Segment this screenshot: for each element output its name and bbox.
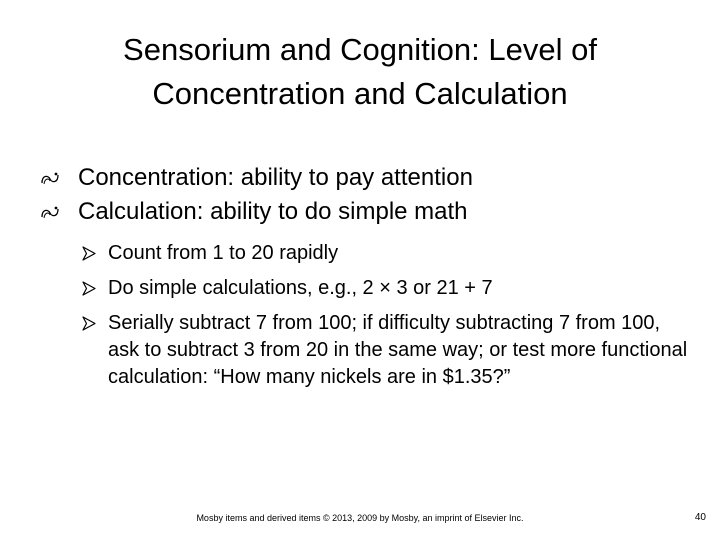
bullet-item-concentration (40, 161, 690, 195)
bullet-text: Concentration: ability to pay attention (78, 164, 473, 191)
slide-title-line-2: Concentration and Calculation (152, 76, 568, 111)
sub-bullet-item (82, 275, 692, 302)
slide-title-line-1: Sensorium and Cognition: Level of (123, 32, 597, 67)
sub-bullet-item (82, 240, 692, 267)
slide-title (60, 28, 660, 116)
bullet-list (40, 161, 690, 229)
sub-bullet-text: Do simple calculations, e.g., 2 × 3 or 21 + 7 (108, 277, 493, 299)
bullet-item-calculation (40, 195, 690, 229)
page-number: 40 (694, 512, 706, 523)
sub-bullet-text: Count from 1 to 20 rapidly (108, 242, 339, 264)
footer-copyright: Mosby items and derived items © 2013, 2009 by Mosby, an imprint of Elsevier Inc. (196, 513, 524, 523)
bullet-text: Calculation: ability to do simple math (78, 198, 468, 225)
sub-bullet-list (82, 240, 692, 391)
arrowhead-bullet-icon (82, 316, 96, 331)
ornament-bullet-icon (40, 169, 60, 187)
sub-bullet-item (82, 310, 692, 391)
arrowhead-bullet-icon (82, 246, 96, 261)
sub-bullet-text: Serially subtract 7 from 100; if difficulty subtracting 7 from 100, ask to subtract 3 from 20 in the same way; or test more functional calculation: “How many nickels are in $1.35?” (108, 312, 688, 388)
ornament-bullet-icon (40, 203, 60, 221)
arrowhead-bullet-icon (82, 281, 96, 296)
